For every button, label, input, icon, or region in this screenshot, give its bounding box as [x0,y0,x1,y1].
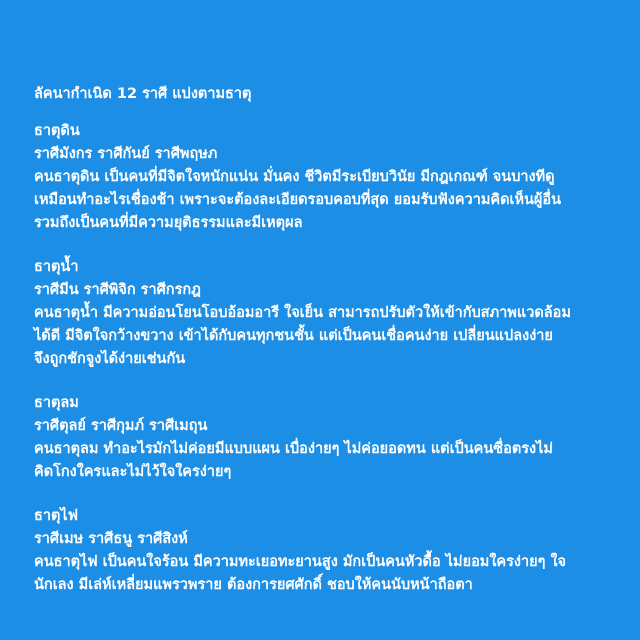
page-title: ลัคนากำเนิด 12 ราศี แบ่งตามธาตุ [34,86,252,102]
description-line: รวมถึงเป็นคนที่มีความยุติธรรมและมีเหตุผล [34,215,303,231]
element-heading-fire: ธาตุไฟ [34,508,78,524]
description-line: จึงถูกชักจูงได้ง่ายเช่นกัน [34,351,186,367]
section-water [34,256,620,371]
description-line: ได้ดี มีจิตใจกว้างขวาง เข้าได้กับคนทุกชนชั้น แต่เป็นคนเชื่อคนง่าย เปลี่ยนแปลงง่าย [34,328,553,344]
description-line: นักเลง มีเล่ห์เหลี่ยมแพรวพราย ต้องการยศศักดิ์ ชอบให้คนนับหน้าถือตา [34,577,473,593]
description-air [34,438,620,484]
element-heading-water: ธาตุน้ำ [34,259,79,275]
description-water [34,302,620,371]
section-earth [34,120,620,235]
zodiac-signs-water: ราศีมีน ราศีพิจิก ราศีกรกฎ [34,282,201,298]
description-fire [34,551,620,597]
zodiac-signs-earth: ราศีมังกร ราศีกันย์ ราศีพฤษภ [34,146,218,162]
element-heading-earth: ธาตุดิน [34,123,80,139]
description-line: คนธาตุน้ำ มีความอ่อนโยนโอบอ้อมอารี ใจเย็น สามารถปรับตัวให้เข้ากับสภาพแวดล้อม [34,305,571,321]
description-line: เหมือนทำอะไรเชื่องช้า เพราะจะต้องละเอียดรอบคอบที่สุด ยอมรับฟังความคิดเห็นผู้อื่น [34,192,562,208]
description-line: คนธาตุดิน เป็นคนที่มีจิตใจหนักแน่น มั่นคง ชีวิตมีระเบียบวินัย มีกฎเกณฑ์ จนบางทีดู [34,169,555,185]
section-air [34,392,620,484]
description-earth [34,166,620,235]
description-line: คนธาตุลม ทำอะไรมักไม่ค่อยมีแบบแผน เบื่อง่ายๆ ไม่ค่อยอดทน แต่เป็นคนซื่อตรงไม่ [34,441,553,457]
description-line: คนธาตุไฟ เป็นคนใจร้อน มีความทะเยอทะยานสูง มักเป็นคนหัวดื้อ ไม่ยอมใครง่ายๆ ใจ [34,554,567,570]
element-heading-air: ธาตุลม [34,395,79,411]
zodiac-signs-air: ราศีตุลย์ ราศีกุมภ์ ราศีเมถุน [34,418,208,434]
zodiac-signs-fire: ราศีเมษ ราศีธนู ราศีสิงห์ [34,531,188,547]
description-line: คิดโกงใครและไม่ไว้ใจใครง่ายๆ [34,464,232,480]
section-fire [34,505,620,597]
